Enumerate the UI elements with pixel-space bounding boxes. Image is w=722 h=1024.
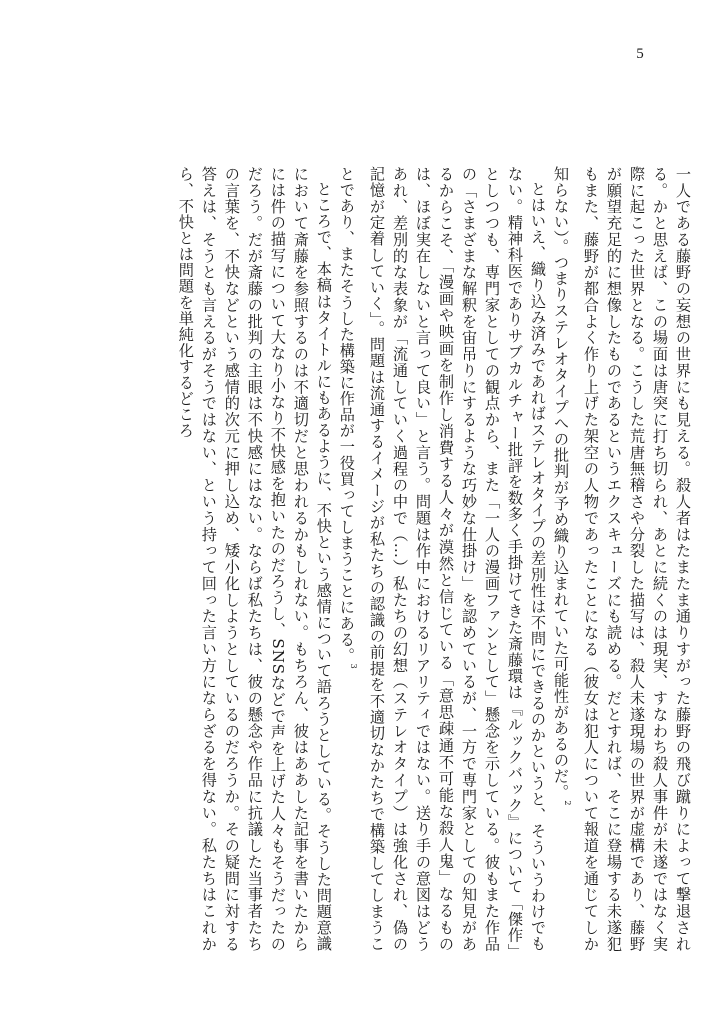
- footnote-marker: 3: [348, 663, 358, 669]
- body-text: [176, 166, 694, 952]
- paragraph: [174, 166, 335, 952]
- paragraph-text: ところで、本稿はタイトルにもあるように、不快という感情について語ろうとしている。そうした問題意識において斎藤を参照するのは不適切だと思われるかもしれない。もちろん、彼はああした記事を書いたからには件の描写について大なり小なり不快感を抱いたのだろうし、SNSなどで声を上げた人々もそうだったのだろう。だが斎藤の批判の主眼は不快感にはない。ならば私たちは、彼の懸念や作品に抗議した当事者たちの言葉を、不快などという感情的次元に押し込め、矮小化しようとしているのだろうか。その疑問に対する答えは、そうとも言えるがそうではない、という持って回った言い方にならざるを得ない。私たちはこれから、不快とは問題を単純化するどころ: [176, 166, 333, 952]
- paragraph: [549, 166, 694, 952]
- footnote-marker: 2: [563, 800, 572, 806]
- paragraph-text: 一人である藤野の妄想の世界にも見える。殺人者はたまたま通りすがった藤野の飛び蹴りによって撃退される。かと思えば、この場面は唐突に打ち切られ、あとに続くのは現実、すなわち殺人事件が未遂ではなく実際に起こった世界となる。こうした荒唐無稽さや分裂した描写は、殺人未遂現場の世界が虚構であり、藤野が願望充足的に想像したものであるというエクスキューズにも読める。だとすれば、そこに登場する未遂犯もまた、藤野が都合よく作り上げた架空の人物であったことになる（彼女は犯人について報道を通じてしか知らない）。つまりステレオタイプへの批判が予め織り込まれていた可能性があるのだ。: [551, 166, 692, 952]
- page-number: 5: [636, 46, 644, 62]
- paragraph-text: とはいえ、織り込み済みであればステレオタイプの差別性は不問にできるのかというと、そういうわけでもない。精神科医でありサブカルチャー批評を数多く手掛けてきた斎藤環は『ルックバック』について「傑作」としつつも、専門家としての観点から、また「一人の漫画ファンとして」懸念を示している。彼もまた作品の「さまざまな解釈を宙吊りにするような巧妙な仕掛け」を認めているが、一方で専門家としての知見があるからこそ、「漫画や映画を制作し消費する人々が漠然と信じている「意思疎通不可能な殺人鬼」なるものは、ほぼ実在しないと言って良い」と言う。問題は作中におけるリアリティではない。送り手の意図はどうあれ、差別的な表象が「流通していく過程の中で（…）私たちの幻想（ステレオタイプ）は強化され、偽の記憶が定着していく」。問題は流通するイメージが私たちの認識の前提を不適切なかたちで構築してしまうことであり、またそうした構築に作品が一役買ってしまうことにある。: [337, 166, 547, 952]
- paragraph: [335, 166, 549, 952]
